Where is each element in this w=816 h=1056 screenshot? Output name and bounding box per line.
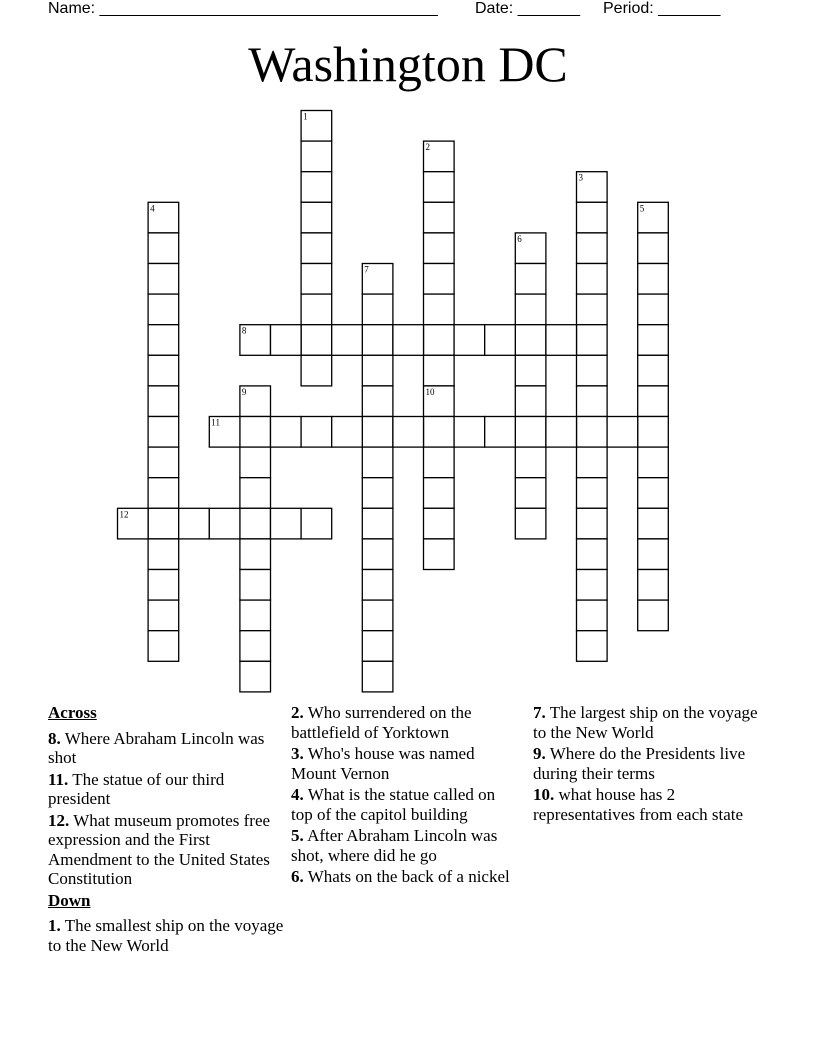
grid-cell[interactable] <box>362 570 393 601</box>
grid-cell[interactable] <box>546 417 577 448</box>
grid-cell[interactable] <box>148 294 179 325</box>
grid-cell[interactable] <box>362 661 393 692</box>
grid-cell[interactable] <box>301 141 332 172</box>
grid-cell[interactable] <box>424 294 455 325</box>
grid-cell[interactable] <box>638 233 669 264</box>
grid-cell[interactable] <box>148 355 179 386</box>
clue-number-label: 10 <box>425 386 435 397</box>
clue-down-5: 5. After Abraham Lincoln was shot, where did he go <box>291 826 498 865</box>
grid-cell[interactable] <box>362 539 393 570</box>
clue-number-label: 6 <box>517 233 522 244</box>
grid-cell[interactable] <box>332 417 363 448</box>
grid-cell[interactable] <box>638 600 669 631</box>
clue-number-label: 4 <box>150 203 155 214</box>
grid-cell[interactable] <box>148 386 179 417</box>
grid-cell[interactable] <box>577 539 608 570</box>
grid-cell[interactable] <box>301 417 332 448</box>
grid-cell[interactable] <box>424 478 455 509</box>
grid-cell[interactable] <box>577 417 608 448</box>
clue-across-11: 11. The statue of our third president <box>48 769 225 808</box>
grid-cell[interactable] <box>271 417 302 448</box>
grid-cell[interactable] <box>362 631 393 662</box>
grid-cell[interactable] <box>638 386 669 417</box>
page-title: Washington DC <box>248 36 568 92</box>
grid-cell[interactable] <box>301 355 332 386</box>
clue-number-label: 12 <box>119 509 129 520</box>
clue-down-2: 2. Who surrendered on the battlefield of Yorktown <box>291 703 472 742</box>
grid-cell[interactable] <box>209 508 240 539</box>
grid-cell[interactable] <box>515 386 546 417</box>
grid-cell[interactable] <box>393 417 424 448</box>
grid-cell[interactable] <box>424 417 455 448</box>
grid-cell[interactable] <box>424 202 455 233</box>
clue-number-label: 9 <box>241 386 247 397</box>
grid-cell[interactable] <box>577 294 608 325</box>
grid-cell[interactable] <box>515 294 546 325</box>
grid-cell[interactable] <box>332 325 363 356</box>
grid-cell[interactable] <box>148 631 179 662</box>
grid-cell[interactable] <box>301 294 332 325</box>
clue-number-label: 7 <box>364 264 369 275</box>
grid-cell[interactable] <box>577 478 608 509</box>
grid-cell[interactable] <box>424 508 455 539</box>
clue-number-label: 1 <box>303 111 308 122</box>
grid-cell[interactable] <box>515 417 546 448</box>
grid-cell[interactable] <box>148 264 179 295</box>
grid-cell[interactable] <box>546 325 577 356</box>
grid-cell[interactable] <box>148 508 179 539</box>
grid-cell[interactable] <box>240 478 271 509</box>
grid-cell[interactable] <box>577 600 608 631</box>
grid-cell[interactable] <box>515 478 546 509</box>
grid-cell[interactable] <box>148 478 179 509</box>
clue-number-label: 2 <box>425 142 430 153</box>
grid-cell[interactable] <box>424 355 455 386</box>
date-field[interactable]: Date: _______ <box>475 0 580 17</box>
across-heading: Across <box>48 703 97 722</box>
grid-cell[interactable] <box>148 539 179 570</box>
grid-cell[interactable] <box>301 508 332 539</box>
clue-column-2 <box>291 703 516 889</box>
name-field[interactable]: Name: ______________________________________ <box>48 0 438 17</box>
grid-cell[interactable] <box>271 325 302 356</box>
grid-cell[interactable] <box>577 570 608 601</box>
grid-cell[interactable] <box>638 508 669 539</box>
grid-cell[interactable] <box>301 202 332 233</box>
grid-cell[interactable] <box>638 478 669 509</box>
clue-down-3: 3. Who's house was named Mount Vernon <box>291 744 475 783</box>
grid-cell[interactable] <box>424 264 455 295</box>
grid-cell[interactable] <box>454 325 485 356</box>
grid-cell[interactable] <box>179 508 210 539</box>
grid-cell[interactable] <box>577 202 608 233</box>
down-heading: Down <box>48 890 91 910</box>
grid-cell[interactable] <box>240 600 271 631</box>
clue-column-3 <box>533 703 763 826</box>
grid-cell[interactable] <box>577 355 608 386</box>
clue-down-10: 10. what house has 2 representatives from each state <box>533 785 744 824</box>
grid-cell[interactable] <box>240 508 271 539</box>
grid-cell[interactable] <box>577 386 608 417</box>
grid-cell[interactable] <box>362 417 393 448</box>
clue-across-12: 12. What museum promotes free expression and the First Amendment to the United States Constitution <box>48 810 271 888</box>
clue-number-label: 8 <box>241 325 247 336</box>
grid-cell[interactable] <box>577 508 608 539</box>
grid-cell[interactable] <box>240 631 271 662</box>
grid-cell[interactable] <box>362 600 393 631</box>
clue-down-7: 7. The largest ship on the voyage to the New World <box>533 703 758 742</box>
grid-cell[interactable] <box>301 233 332 264</box>
grid-cell[interactable] <box>362 325 393 356</box>
grid-cell[interactable] <box>485 325 516 356</box>
grid-cell[interactable] <box>424 539 455 570</box>
grid-cell[interactable] <box>362 447 393 478</box>
grid-cell[interactable] <box>515 325 546 356</box>
grid-cell[interactable] <box>148 570 179 601</box>
grid-cell[interactable] <box>301 325 332 356</box>
period-field[interactable]: Period: _______ <box>603 0 721 17</box>
grid-cell[interactable] <box>362 386 393 417</box>
grid-cell[interactable] <box>638 417 669 448</box>
grid-cell[interactable] <box>638 447 669 478</box>
grid-cell[interactable] <box>577 325 608 356</box>
grid-cell[interactable] <box>515 447 546 478</box>
clue-down-4: 4. What is the statue called on top of the capitol building <box>291 785 496 824</box>
grid-cell[interactable] <box>515 355 546 386</box>
grid-cell[interactable] <box>424 447 455 478</box>
grid-cell[interactable] <box>301 264 332 295</box>
grid-cell[interactable] <box>240 447 271 478</box>
grid-cell[interactable] <box>362 508 393 539</box>
grid-cell[interactable] <box>148 325 179 356</box>
clue-number-label: 3 <box>578 172 583 183</box>
grid-cell[interactable] <box>362 294 393 325</box>
grid-cell[interactable] <box>638 539 669 570</box>
grid-cell[interactable] <box>577 447 608 478</box>
clue-down-1: 1. The smallest ship on the voyage to the New World <box>48 916 284 955</box>
grid-cell[interactable] <box>424 325 455 356</box>
grid-cell[interactable] <box>607 417 638 448</box>
grid-cell[interactable] <box>638 264 669 295</box>
grid-cell[interactable] <box>362 478 393 509</box>
grid-cell[interactable] <box>271 508 302 539</box>
grid-cell[interactable] <box>454 417 485 448</box>
grid-cell[interactable] <box>148 600 179 631</box>
grid-cell[interactable] <box>240 661 271 692</box>
grid-cell[interactable] <box>424 233 455 264</box>
grid-cell[interactable] <box>240 539 271 570</box>
grid-cell[interactable] <box>638 355 669 386</box>
grid-cell[interactable] <box>638 570 669 601</box>
grid-cell[interactable] <box>424 172 455 203</box>
grid-cell[interactable] <box>577 233 608 264</box>
grid-cell[interactable] <box>301 172 332 203</box>
grid-cell[interactable] <box>515 264 546 295</box>
clue-across-8: 8. Where Abraham Lincoln was shot <box>48 728 265 767</box>
grid-cell[interactable] <box>577 264 608 295</box>
grid-cell[interactable] <box>148 447 179 478</box>
grid-cell[interactable] <box>362 355 393 386</box>
grid-cell[interactable] <box>638 294 669 325</box>
grid-cell[interactable] <box>393 325 424 356</box>
grid-cell[interactable] <box>148 233 179 264</box>
clue-number-label: 5 <box>639 203 645 214</box>
grid-cell[interactable] <box>485 417 516 448</box>
grid-cell[interactable] <box>240 570 271 601</box>
grid-cell[interactable] <box>240 417 271 448</box>
grid-cell[interactable] <box>638 325 669 356</box>
clue-number-label: 11 <box>211 417 220 428</box>
clue-column-1 <box>48 703 286 957</box>
grid-cell[interactable] <box>148 417 179 448</box>
grid-cell[interactable] <box>515 508 546 539</box>
clue-down-9: 9. Where do the Presidents live during their terms <box>533 744 746 783</box>
grid-cell[interactable] <box>577 631 608 662</box>
clue-down-6: 6. Whats on the back of a nickel <box>291 867 510 886</box>
